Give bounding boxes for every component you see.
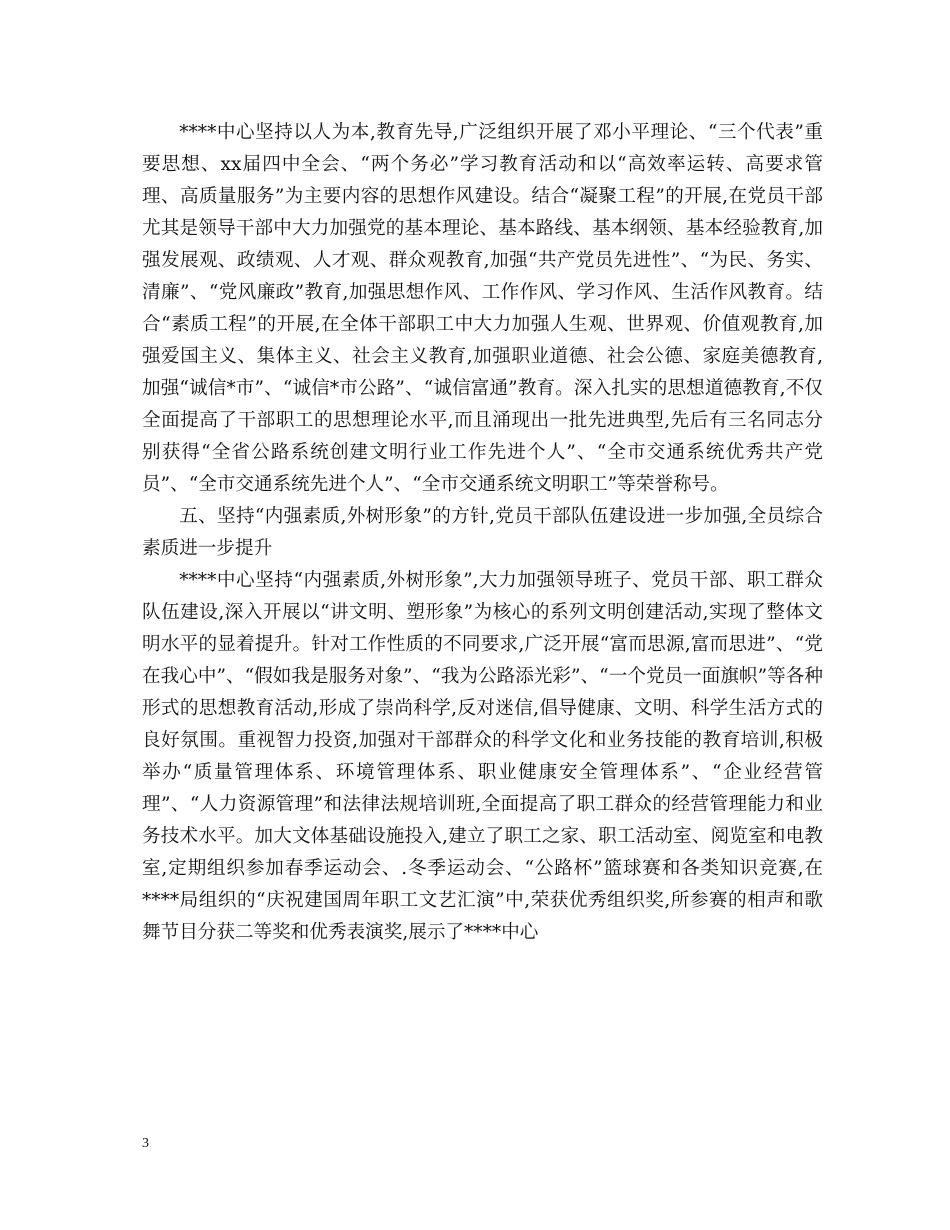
section-heading-five: 五、坚持“内强素质,外树形象”的方针,党员干部队伍建设进一步加强,全员综合素质进一步提升 [142,506,823,559]
page-number: 3 [142,1136,149,1151]
paragraph-ideology-education: ****中心坚持以人为本,教育先导,广泛组织开展了邓小平理论、“三个代表”重要思想、xx届四中全会、“两个务必”学习教育活动和以“高效率运转、高要求管理、高质量服务”为主要内容的思想作风建设。结合“凝聚工程”的开展,在党员干部尤其是领导干部中大力加强党的基本理论、基本路线、基本纲领、基本经验教育,加强发展观、政绩观、人才观、群众观教育,加强“共产党员先进性”、“为民、务实、清廉”、“党风廉政”教育,加强思想作风、工作作风、学习作风、生活作风教育。结合“素质工程”的开展,在全体干部职工中大力加强人生观、世界观、价值观教育,加强爱国主义、集体主义、社会主义教育,加强职业道德、社会公德、家庭美德教育,加强“诚信*市”、“诚信*市公路”、“诚信富通”教育。深入扎实的思想道德教育,不仅全面提高了干部职工的思想理论水平,而且涌现出一批先进典型,先后有三名同志分别获得“全省公路系统创建文明行业工作先进个人”、“全市交通系统优秀共产党员”、“全市交通系统先进个人”、“全市交通系统文明职工”等荣誉称号。 [142,122,823,495]
body-text [142,117,823,949]
paragraph-team-building: ****中心坚持“内强素质,外树形象”,大力加强领导班子、党员干部、职工群众队伍建设,深入开展以“讲文明、塑形象”为核心的系列文明创建活动,实现了整体文明水平的显着提升。针对工作性质的不同要求,广泛开展“富而思源,富而思进”、“党在我心中”、“假如我是服务对象”、“我为公路添光彩”、“一个党员一面旗帜”等各种形式的思想教育活动,形成了崇尚科学,反对迷信,倡导健康、文明、科学生活方式的良好氛围。重视智力投资,加强对干部群众的科学文化和业务技能的教育培训,积极举办“质量管理体系、环境管理体系、职业健康安全管理体系”、“企业经营管理”、“人力资源管理”和法律法规培训班,全面提高了职工群众的经营管理能力和业务技术水平。加大文体基础设施投入,建立了职工之家、职工活动室、阅览室和电教室,定期组织参加春季运动会、.冬季运动会、“公路杯”篮球赛和各类知识竞赛,在****局组织的“庆祝建国周年职工文艺汇演”中,荣获优秀组织奖,所参赛的相声和歌舞节目分获二等奖和优秀表演奖,展示了****中心 [142,570,823,943]
